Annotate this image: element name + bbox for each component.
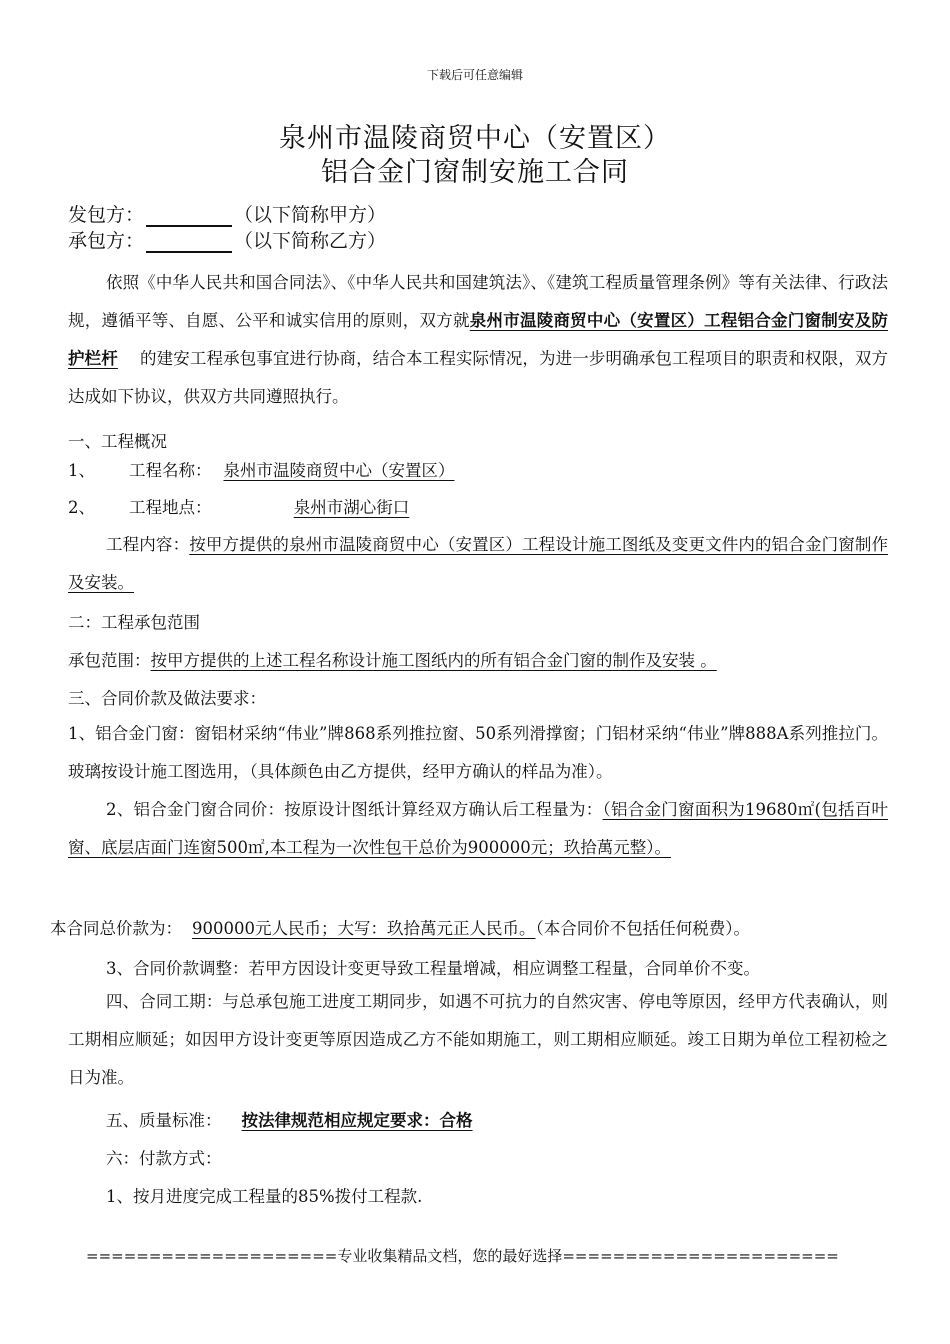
section6-heading: 六：付款方式： <box>106 1149 222 1168</box>
project-content-value: 按甲方提供的泉州市温陵商贸中心（安置区）工程设计施工图纸及变更文件内的铝合金门窗制作及安装。 <box>68 535 889 592</box>
intro-paragraph <box>68 264 888 416</box>
total-price-label: 本合同总价款为： <box>50 919 182 938</box>
scope-label: 承包范围： <box>68 651 151 670</box>
payment-item-1: 1、按月进度完成工程量的85%拨付工程款. <box>106 1187 423 1206</box>
project-name-emphasis: 泉州市温陵商贸中心（安置区）工程铝合金门窗制安及防护栏杆 <box>68 311 889 368</box>
contract-price-value: （铝合金门窗面积为19680㎡(包括百叶窗、底层店面门连窗500㎡,本工程为一次性包干总价为900000元；玖拾萬元整）。 <box>68 800 888 857</box>
party-b-line <box>68 226 386 253</box>
project-location-line <box>68 494 492 518</box>
project-content-label: 工程内容： <box>106 535 190 554</box>
project-content-paragraph <box>68 526 888 602</box>
party-a-line <box>68 200 386 227</box>
section1-heading: 一、工程概况 <box>68 432 167 451</box>
party-b-label: 承包方： <box>68 230 145 252</box>
quality-standard-label: 五、质量标准： <box>106 1111 222 1130</box>
item-number: 2、 <box>68 498 95 517</box>
party-a-blank <box>146 206 232 227</box>
contract-price-paragraph <box>68 791 888 867</box>
price-adjustment-line: 3、合同价款调整：若甲方因设计变更导致工程量增减，相应调整工程量，合同单价不变。 <box>106 959 760 978</box>
project-location-label: 工程地点： <box>129 498 212 517</box>
party-b-blank <box>146 232 232 253</box>
section3-heading: 三、合同价款及做法要求： <box>68 689 266 708</box>
header-note: 下载后可任意编辑 <box>426 68 523 82</box>
quality-standard-value: 按法律规范相应规定要求：合格 <box>241 1111 473 1130</box>
page-footer: ====================专业收集精品文档，您的最好选择====================== <box>86 1247 839 1265</box>
project-name-value: 泉州市温陵商贸中心（安置区） <box>223 461 455 480</box>
intro-text: 依照《中华人民共和国合同法》、《中华人民共和国建筑法》、《建筑工程质量管理条例》等有关法律、行政法规，遵循平等、自愿、公平和诚实信用的原则，双方就 <box>68 273 888 330</box>
project-location-value: 泉州市湖心街口 <box>293 498 410 517</box>
project-name-line <box>68 457 459 481</box>
intro-text-cont: 的建安工程承包事宜进行协商，结合本工程实际情况，为进一步明确承包工程项目的职责和权限，双方达成如下协议，供双方共同遵照执行。 <box>68 349 888 406</box>
item-number: 1、 <box>68 461 95 480</box>
section2-heading: 二：工程承包范围 <box>68 613 200 632</box>
project-name-label: 工程名称： <box>129 461 212 480</box>
total-price-value: 900000元人民币；大写：玖拾萬元正人民币。 <box>192 919 536 938</box>
total-price-note: （本合同价不包括任何税费）。 <box>535 919 750 938</box>
party-a-label: 发包方： <box>68 204 145 226</box>
document-subtitle: 铝合金门窗制安施工合同 <box>321 157 629 188</box>
quality-standard-line <box>106 1107 487 1131</box>
contract-price-text: 2、铝合金门窗合同价：按原设计图纸计算经双方确认后工程量为： <box>106 800 603 819</box>
party-b-suffix: （以下简称乙方） <box>234 230 387 252</box>
total-price-line <box>50 915 750 939</box>
scope-value: 按甲方提供的上述工程名称设计施工图纸内的所有铝合金门窗的制作及安装 。 <box>150 651 717 670</box>
construction-period-paragraph: 四、合同工期：与总承包施工进度工期同步，如遇不可抗力的自然灾害、停电等原因，经甲方代表确认，则工期相应顺延；如因甲方设计变更等原因造成乙方不能如期施工，则工期相应顺延。竣工日期为单位工程初检之日为准。 <box>68 992 888 1087</box>
scope-line <box>68 647 717 671</box>
party-a-suffix: （以下简称甲方） <box>234 204 387 226</box>
window-spec-paragraph: 1、铝合金门窗：窗铝材采纳“伟业”牌868系列推拉窗、50系列滑撑窗；门铝材采纳“伟业”牌888A系列推拉门。玻璃按设计施工图选用，（具体颜色由乙方提供，经甲方确认的样品为准）。 <box>68 724 888 781</box>
document-title: 泉州市温陵商贸中心（安置区） <box>279 123 671 154</box>
